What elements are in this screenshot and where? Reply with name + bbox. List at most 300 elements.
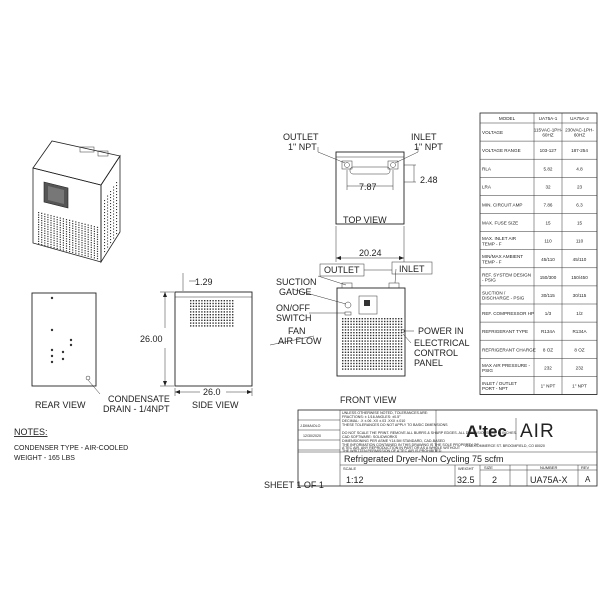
vent-hole: [91, 249, 92, 250]
vent-hole: [376, 329, 377, 330]
vent-hole: [398, 332, 399, 333]
vent-hole: [204, 317, 205, 318]
rev-label: REV: [581, 465, 590, 470]
vent-hole: [345, 343, 346, 344]
vent-hole: [107, 202, 108, 203]
spec-cell-10-1: 1/3: [544, 311, 552, 317]
vent-hole: [190, 306, 191, 307]
spec-cell-6-1: 110: [544, 238, 552, 244]
vent-hole: [226, 306, 227, 307]
vent-hole: [72, 242, 73, 243]
vent-hole: [392, 321, 393, 322]
vent-hole: [41, 237, 42, 238]
vent-hole: [370, 329, 371, 330]
vent-hole: [57, 245, 58, 246]
vent-hole: [104, 215, 105, 216]
vent-hole: [81, 247, 82, 248]
vent-hole: [364, 352, 365, 353]
vent-hole: [47, 246, 48, 247]
vent-hole: [110, 209, 111, 210]
vent-hole: [38, 217, 39, 218]
spec-cell-0-2: 230VAC-1PH-: [565, 127, 594, 133]
vent-hole: [104, 209, 105, 210]
vent-hole: [387, 368, 388, 369]
vent-hole: [348, 326, 349, 327]
vent-hole: [201, 317, 202, 318]
vent-hole: [367, 338, 368, 339]
vent-hole: [401, 354, 402, 355]
vent-hole: [78, 239, 79, 240]
vent-hole: [401, 360, 402, 361]
vent-hole: [204, 322, 205, 323]
vent-hole: [38, 226, 39, 227]
vent-hole: [212, 317, 213, 318]
vent-hole: [398, 324, 399, 325]
vent-hole: [376, 357, 377, 358]
vent-hole: [345, 354, 346, 355]
vent-hole: [94, 248, 95, 249]
top-outlet-label: OUTLET: [283, 132, 319, 142]
vent-hole: [364, 343, 365, 344]
vent-hole: [392, 363, 393, 364]
vent-hole: [384, 343, 385, 344]
vent-hole: [69, 237, 70, 238]
vent-hole: [232, 308, 233, 309]
vent-hole: [113, 223, 114, 224]
vent-hole: [104, 206, 105, 207]
vent-hole: [362, 324, 363, 325]
vent-hole: [47, 241, 48, 242]
vent-hole: [210, 306, 211, 307]
vent-hole: [85, 245, 86, 246]
vent-hole: [367, 321, 368, 322]
vent-hole: [362, 321, 363, 322]
proprietary-line-1: THE INFORMATION CONTAINED IN THIS DRAWING IS THE SOLE PROPERTY OF: [342, 443, 479, 447]
vent-hole: [215, 303, 216, 304]
vent-hole: [392, 326, 393, 327]
front-view: [270, 262, 470, 405]
vent-hole: [401, 368, 402, 369]
vent-hole: [196, 322, 197, 323]
vent-hole: [218, 308, 219, 309]
vent-hole: [207, 303, 208, 304]
vent-hole: [91, 247, 92, 248]
vent-hole: [376, 324, 377, 325]
vent-hole: [342, 352, 343, 353]
vent-hole: [381, 326, 382, 327]
tolerance-line-5: DO NOT SCALE THE PRINT. REMOVE ALL BURRS & SHARP EDGES. ALL DIMENSIONS ARE IN INCHES.: [342, 431, 517, 435]
vent-hole: [204, 300, 205, 301]
vent-hole: [94, 226, 95, 227]
vent-hole: [94, 250, 95, 251]
vent-hole: [232, 317, 233, 318]
vent-hole: [373, 338, 374, 339]
vent-hole: [88, 241, 89, 242]
vent-hole: [384, 329, 385, 330]
spec-cell-6-0: MAX. INLET AIR: [482, 236, 517, 242]
vent-hole: [66, 250, 67, 251]
vent-hole: [210, 314, 211, 315]
vent-hole: [353, 329, 354, 330]
vent-hole: [60, 220, 61, 221]
vent-hole: [367, 335, 368, 336]
vent-hole: [38, 231, 39, 232]
vent-hole: [47, 214, 48, 215]
vent-hole: [198, 325, 199, 326]
vent-hole: [229, 317, 230, 318]
vent-hole: [390, 349, 391, 350]
spec-cell-7-1: 45/110: [541, 256, 555, 262]
vent-hole: [207, 306, 208, 307]
vent-hole: [367, 324, 368, 325]
spec-cell-3-1: 32: [545, 184, 551, 190]
vent-hole: [85, 224, 86, 225]
spec-cell-12-2: 8 OZ: [574, 347, 585, 353]
vent-hole: [63, 242, 64, 243]
company-address: 226A COMMERCE ST. BROOMFIELD, CO 80020: [465, 444, 545, 448]
vent-hole: [193, 320, 194, 321]
vent-hole: [221, 317, 222, 318]
vent-hole: [350, 357, 351, 358]
vent-hole: [66, 236, 67, 237]
spec-cell-5-0: MAX. FUSE SIZE: [482, 220, 519, 226]
vent-hole: [201, 303, 202, 304]
vent-hole: [359, 332, 360, 333]
vent-hole: [353, 343, 354, 344]
vent-hole: [69, 249, 70, 250]
vent-hole: [221, 303, 222, 304]
vent-hole: [57, 229, 58, 230]
vent-hole: [226, 317, 227, 318]
isometric-view: [33, 141, 120, 262]
spec-cell-1-0: VOLTAGE RANGE: [482, 148, 521, 154]
vent-hole: [221, 322, 222, 323]
vent-hole: [50, 215, 51, 216]
vent-hole: [97, 234, 98, 235]
vent-hole: [215, 311, 216, 312]
vent-hole: [370, 346, 371, 347]
vent-hole: [378, 368, 379, 369]
vent-hole: [367, 363, 368, 364]
vent-hole: [373, 363, 374, 364]
vent-hole: [356, 346, 357, 347]
vent-hole: [398, 343, 399, 344]
size-value: 2: [492, 475, 498, 485]
vent-hole: [390, 346, 391, 347]
vent-hole: [387, 332, 388, 333]
vent-hole: [364, 335, 365, 336]
side-depth-dim: 26.0: [203, 387, 221, 397]
vent-hole: [345, 326, 346, 327]
vent-hole: [345, 340, 346, 341]
vent-hole: [54, 242, 55, 243]
vent-hole: [390, 340, 391, 341]
vent-hole: [392, 332, 393, 333]
vent-hole: [91, 237, 92, 238]
vent-hole: [345, 346, 346, 347]
vent-hole: [78, 222, 79, 223]
side-view-title: SIDE VIEW: [192, 400, 239, 410]
vent-hole: [356, 338, 357, 339]
vent-hole: [88, 253, 89, 254]
vent-hole: [215, 320, 216, 321]
vent-hole: [57, 226, 58, 227]
spec-cell-7-0: TEMP - F: [482, 259, 502, 265]
vent-hole: [378, 366, 379, 367]
vent-hole: [362, 326, 363, 327]
spec-header-2: UA75A-2: [570, 116, 589, 121]
vent-hole: [381, 324, 382, 325]
vent-hole: [356, 366, 357, 367]
vent-hole: [50, 244, 51, 245]
vent-hole: [398, 346, 399, 347]
vent-hole: [196, 311, 197, 312]
vent-hole: [350, 366, 351, 367]
vent-hole: [190, 317, 191, 318]
notes: [14, 427, 128, 462]
vent-hole: [110, 197, 111, 198]
vent-hole: [66, 231, 67, 232]
vent-hole: [44, 218, 45, 219]
vent-hole: [376, 326, 377, 327]
vent-hole: [364, 338, 365, 339]
scale-label: SCALE: [343, 466, 357, 471]
vent-hole: [350, 343, 351, 344]
vent-hole: [378, 340, 379, 341]
vent-hole: [226, 322, 227, 323]
vent-hole: [387, 329, 388, 330]
vent-hole: [342, 349, 343, 350]
vent-hole: [97, 236, 98, 237]
vent-hole: [348, 321, 349, 322]
vent-hole: [54, 230, 55, 231]
vent-hole: [364, 354, 365, 355]
vent-hole: [72, 247, 73, 248]
vent-hole: [224, 314, 225, 315]
vent-hole: [218, 322, 219, 323]
vent-hole: [221, 311, 222, 312]
vent-hole: [110, 191, 111, 192]
vent-hole: [373, 349, 374, 350]
vent-hole: [373, 329, 374, 330]
vent-hole: [196, 306, 197, 307]
vent-hole: [348, 343, 349, 344]
vent-hole: [232, 320, 233, 321]
vent-hole: [190, 303, 191, 304]
vent-hole: [387, 324, 388, 325]
vent-hole: [398, 357, 399, 358]
vent-hole: [57, 224, 58, 225]
vent-hole: [345, 360, 346, 361]
vent-hole: [215, 308, 216, 309]
vent-hole: [198, 308, 199, 309]
vent-hole: [54, 218, 55, 219]
vent-hole: [85, 253, 86, 254]
vent-hole: [57, 238, 58, 239]
vent-hole: [390, 329, 391, 330]
vent-hole: [381, 368, 382, 369]
vent-hole: [110, 242, 111, 243]
vent-hole: [66, 224, 67, 225]
brand-logo-left: A'tec: [466, 422, 507, 441]
vent-hole: [362, 354, 363, 355]
vent-hole: [81, 242, 82, 243]
vent-hole: [342, 321, 343, 322]
vent-hole: [196, 314, 197, 315]
vent-hole: [356, 335, 357, 336]
vent-hole: [373, 321, 374, 322]
vent-hole: [113, 208, 114, 209]
vent-hole: [342, 318, 343, 319]
vent-hole: [104, 251, 105, 252]
vent-hole: [116, 185, 117, 186]
vent-hole: [41, 218, 42, 219]
proprietary-line-2: A'TEC AIR. ANY REPRODUCTION IN PART OR AS A WHOLE WITHOUT: [342, 446, 461, 450]
vent-hole: [367, 357, 368, 358]
front-view-title: FRONT VIEW: [340, 395, 397, 405]
vent-hole: [229, 311, 230, 312]
vent-hole: [356, 352, 357, 353]
vent-hole: [104, 200, 105, 201]
vent-hole: [72, 228, 73, 229]
proprietary-line-3: THE WRITTEN PERMISSION OF A'TEC AIR IS PROHIBITED.: [342, 449, 443, 453]
vent-hole: [57, 236, 58, 237]
vent-hole: [401, 357, 402, 358]
vent-hole: [104, 239, 105, 240]
vent-hole: [50, 232, 51, 233]
vent-hole: [362, 352, 363, 353]
notes-line-2: WEIGHT - 165 LBS: [14, 455, 75, 462]
vent-hole: [395, 360, 396, 361]
vent-hole: [378, 354, 379, 355]
vent-hole: [364, 326, 365, 327]
vent-hole: [75, 221, 76, 222]
rear-view: [32, 293, 170, 414]
spec-cell-10-0: REF. COMPRESSOR HP: [482, 311, 535, 317]
vent-hole: [387, 363, 388, 364]
vent-hole: [401, 338, 402, 339]
vent-hole: [229, 303, 230, 304]
vent-hole: [97, 229, 98, 230]
condensate-label-2: DRAIN - 1/4NPT: [103, 404, 170, 414]
vent-hole: [224, 303, 225, 304]
spec-cell-6-0: TEMP - F: [482, 241, 502, 247]
weight-value: 32.5: [457, 475, 475, 485]
vent-hole: [384, 318, 385, 319]
vent-hole: [190, 322, 191, 323]
vent-hole: [350, 360, 351, 361]
vent-hole: [107, 205, 108, 206]
vent-hole: [113, 226, 114, 227]
vent-hole: [370, 335, 371, 336]
vent-hole: [50, 222, 51, 223]
vent-hole: [378, 349, 379, 350]
vent-hole: [384, 346, 385, 347]
vent-hole: [392, 343, 393, 344]
vent-hole: [78, 246, 79, 247]
notes-line-1: CONDENSER TYPE - AIR-COOLED: [14, 445, 129, 452]
vent-hole: [94, 245, 95, 246]
vent-hole: [353, 352, 354, 353]
vent-hole: [218, 300, 219, 301]
vent-hole: [350, 340, 351, 341]
vent-hole: [384, 360, 385, 361]
vent-hole: [116, 206, 117, 207]
vent-hole: [376, 321, 377, 322]
vent-hole: [113, 193, 114, 194]
vent-hole: [47, 222, 48, 223]
vent-hole: [359, 349, 360, 350]
vent-hole: [110, 215, 111, 216]
vent-hole: [342, 363, 343, 364]
vent-hole: [370, 349, 371, 350]
vent-hole: [356, 324, 357, 325]
vent-hole: [345, 318, 346, 319]
vent-hole: [384, 340, 385, 341]
vent-hole: [116, 188, 117, 189]
vent-hole: [218, 325, 219, 326]
vent-hole: [392, 357, 393, 358]
vent-hole: [210, 325, 211, 326]
vent-hole: [190, 320, 191, 321]
vent-hole: [364, 360, 365, 361]
vent-hole: [193, 308, 194, 309]
vent-hole: [364, 357, 365, 358]
vent-hole: [384, 324, 385, 325]
vent-hole: [221, 308, 222, 309]
vent-hole: [204, 325, 205, 326]
vent-hole: [345, 357, 346, 358]
vent-hole: [54, 238, 55, 239]
vent-hole: [104, 236, 105, 237]
vent-hole: [395, 368, 396, 369]
vent-hole: [212, 325, 213, 326]
spec-cell-1-1: 103-127: [539, 148, 557, 154]
vent-hole: [364, 346, 365, 347]
vent-hole: [75, 245, 76, 246]
vent-hole: [401, 366, 402, 367]
vent-hole: [218, 303, 219, 304]
top-port-offset-dim: 2.48: [420, 175, 438, 185]
vent-hole: [224, 300, 225, 301]
vent-hole: [78, 251, 79, 252]
vent-hole: [47, 234, 48, 235]
vent-hole: [359, 357, 360, 358]
vent-hole: [350, 338, 351, 339]
vent-hole: [362, 349, 363, 350]
vent-hole: [401, 340, 402, 341]
vent-hole: [210, 320, 211, 321]
vent-hole: [387, 357, 388, 358]
vent-hole: [390, 343, 391, 344]
vent-hole: [193, 311, 194, 312]
vent-hole: [113, 202, 114, 203]
vent-hole: [359, 329, 360, 330]
vent-hole: [229, 320, 230, 321]
vent-hole: [229, 314, 230, 315]
vent-hole: [204, 320, 205, 321]
vent-hole: [81, 237, 82, 238]
vent-hole: [104, 218, 105, 219]
vent-hole: [364, 332, 365, 333]
vent-hole: [198, 311, 199, 312]
vent-hole: [390, 357, 391, 358]
spec-cell-11-0: REFRIGERANT TYPE: [482, 329, 529, 335]
vent-hole: [94, 240, 95, 241]
vent-hole: [401, 349, 402, 350]
vent-hole: [107, 223, 108, 224]
vent-hole: [401, 335, 402, 336]
